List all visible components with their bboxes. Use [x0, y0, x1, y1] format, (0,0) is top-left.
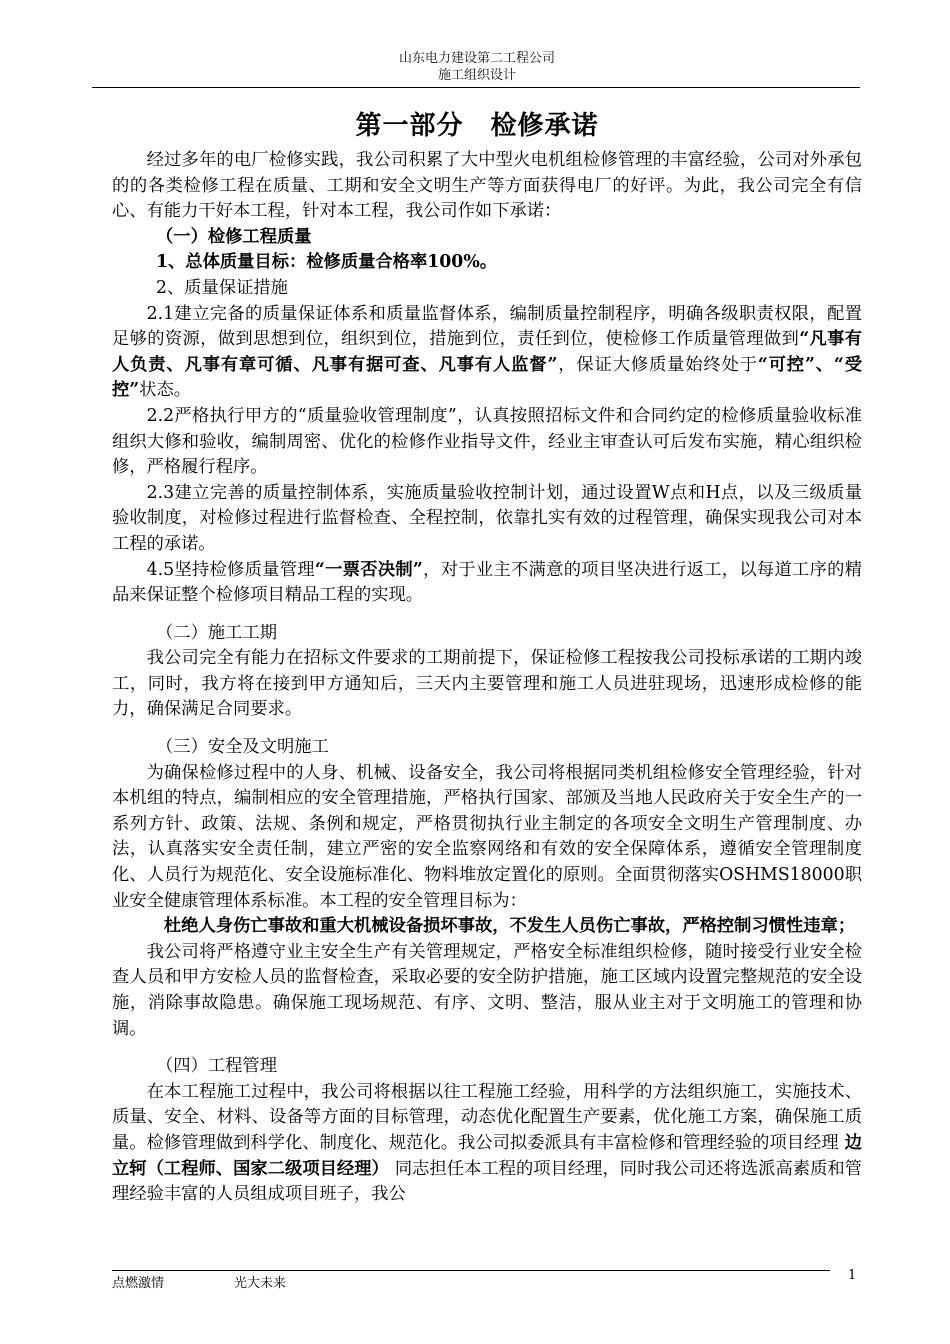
section-management-heading: （四）工程管理	[156, 1056, 277, 1077]
page-header	[92, 50, 862, 84]
safety-paragraph: 为确保检修过程中的人身、机械、设备安全，我公司将根据同类机组检修安全管理经验，针对本机组的特点，编制相应的安全管理措施，严格执行国家、部颁及当地人民政府关于安全生产的一系列方针、政策、法规、条例和规定，严格贯彻执行业主制定的各项安全文明生产管理制度、办法，认真落实安全责任制，建立严密的安全监察网络和有效的安全保障体系，遵循安全管理制度化、人员行为规范化、安全设施标准化、物料堆放定置化的原则。全面贯彻落实OSHMS18000职业安全健康管理体系标准。本工程的安全管理目标为：	[112, 762, 862, 911]
section-safety-heading: （三）安全及文明施工	[156, 737, 329, 758]
intro-paragraph: 经过多年的电厂检修实践，我公司积累了大中型火电机组检修管理的丰富经验，公司对外承包的的各类检修工程在质量、工期和安全文明生产等方面获得电厂的好评。为此，我公司完全有信心、有能力干好本工程，针对本工程，我公司作如下承诺：	[112, 150, 862, 222]
footer-slogan	[112, 1275, 286, 1293]
safety-target: 杜绝人身伤亡事故和重大机械设备损坏事故，不发生人员伤亡事故，严格控制习惯性违章；	[163, 916, 856, 937]
footer-rule	[112, 1270, 830, 1271]
project-manager-name: 边立轲（工程师、国家二级项目经理）	[112, 1132, 862, 1179]
quality-item-2-1	[112, 302, 862, 404]
safety-paragraph-2: 我公司将严格遵守业主安全生产有关管理规定，严格安全标准组织检修，随时接受行业安全检查人员和甲方安检人员的监督检查，采取必要的安全防护措施，施工区域内设置完整规范的安全设施，消除事故隐患。确保施工现场规范、有序、文明、整洁，服从业主对于文明施工的管理和协调。	[112, 941, 862, 1039]
item-4-5-text-c: ，对于业主不满意的项目坚决进行返工，以每道工序的精品来保证整个检修项目精品工程的实现。	[112, 559, 863, 606]
item-4-5-text-a: 4.5坚持检修质量管理	[146, 559, 315, 580]
management-text-a: 在本工程施工过程中，我公司将根据以往工程施工经验，用科学的方法组织施工，实施技术、质量、安全、材料、设备等方面的目标管理，动态优化配置生产要素，优化施工方案，确保施工质量。检修管理做到科学化、制度化、规范化。我公司拟委派具有丰富检修和管理经验的项目经理	[112, 1081, 862, 1153]
page-title: 第一部分 检修承诺	[355, 111, 599, 141]
header-rule	[92, 87, 860, 88]
header-doc-type: 施工组织设计	[437, 68, 516, 83]
footer-slogan-2: 光大未来	[234, 1276, 287, 1291]
section-quality-heading: （一）检修工程质量	[156, 226, 312, 247]
quality-target: 1、总体质量目标：检修质量合格率100%。	[156, 252, 498, 273]
footer-slogan-1: 点燃激情	[112, 1276, 165, 1291]
quality-item-2-3: 2.3建立完善的质量控制体系，实施质量验收控制计划，通过设置W点和H点，以及三级质量验收制度，对检修过程进行监督检查、全程控制，依靠扎实有效的过程管理，确保实现我公司对本工程的承诺。	[112, 482, 862, 554]
item-4-5-veto: “一票否决制”	[314, 559, 423, 580]
quality-measures-heading: 2、质量保证措施	[156, 277, 288, 298]
header-company: 山东电力建设第二工程公司	[398, 51, 555, 66]
item-2-1-text-e: 状态。	[139, 380, 192, 401]
document-body	[112, 148, 862, 1208]
page-number: 1	[848, 1268, 857, 1283]
item-2-1-principle: “凡事有人负责、凡事有章可循、凡事有据可查、凡事有人监督”	[112, 329, 862, 375]
quality-item-4-5	[112, 558, 862, 609]
schedule-paragraph: 我公司完全有能力在招标文件要求的工期前提下，保证检修工程按我公司投标承诺的工期内竣工，同时，我方将在接到甲方通知后，三天内主要管理和施工人员进驻现场，迅速形成检修的能力，确保满足合同要求。	[112, 648, 862, 720]
item-2-1-control-state: “可控”、“受控”	[112, 354, 862, 401]
management-paragraph	[112, 1080, 862, 1208]
quality-item-2-2: 2.2严格执行甲方的“质量验收管理制度”，认真按照招标文件和合同约定的检修质量验收标准组织大修和验收，编制周密、优化的检修作业指导文件，经业主审查认可后发布实施，精心组织检修，严格履行程序。	[112, 405, 862, 478]
item-2-1-text-a: 2.1建立完备的质量保证体系和质量监督体系，编制质量控制程序，明确各级职责权限，配置足够的资源，做到思想到位，组织到位，措施到位，责任到位，使检修工作质量管理做到	[112, 303, 862, 350]
item-2-1-text-c: ，保证大修质量始终处于	[557, 354, 758, 375]
section-schedule-heading: （二）施工工期	[156, 622, 277, 643]
management-text-b: 同志担任本工程的项目经理，同时我公司还将选派高素质和管理经验丰富的人员组成项目班子，我公	[112, 1158, 862, 1205]
